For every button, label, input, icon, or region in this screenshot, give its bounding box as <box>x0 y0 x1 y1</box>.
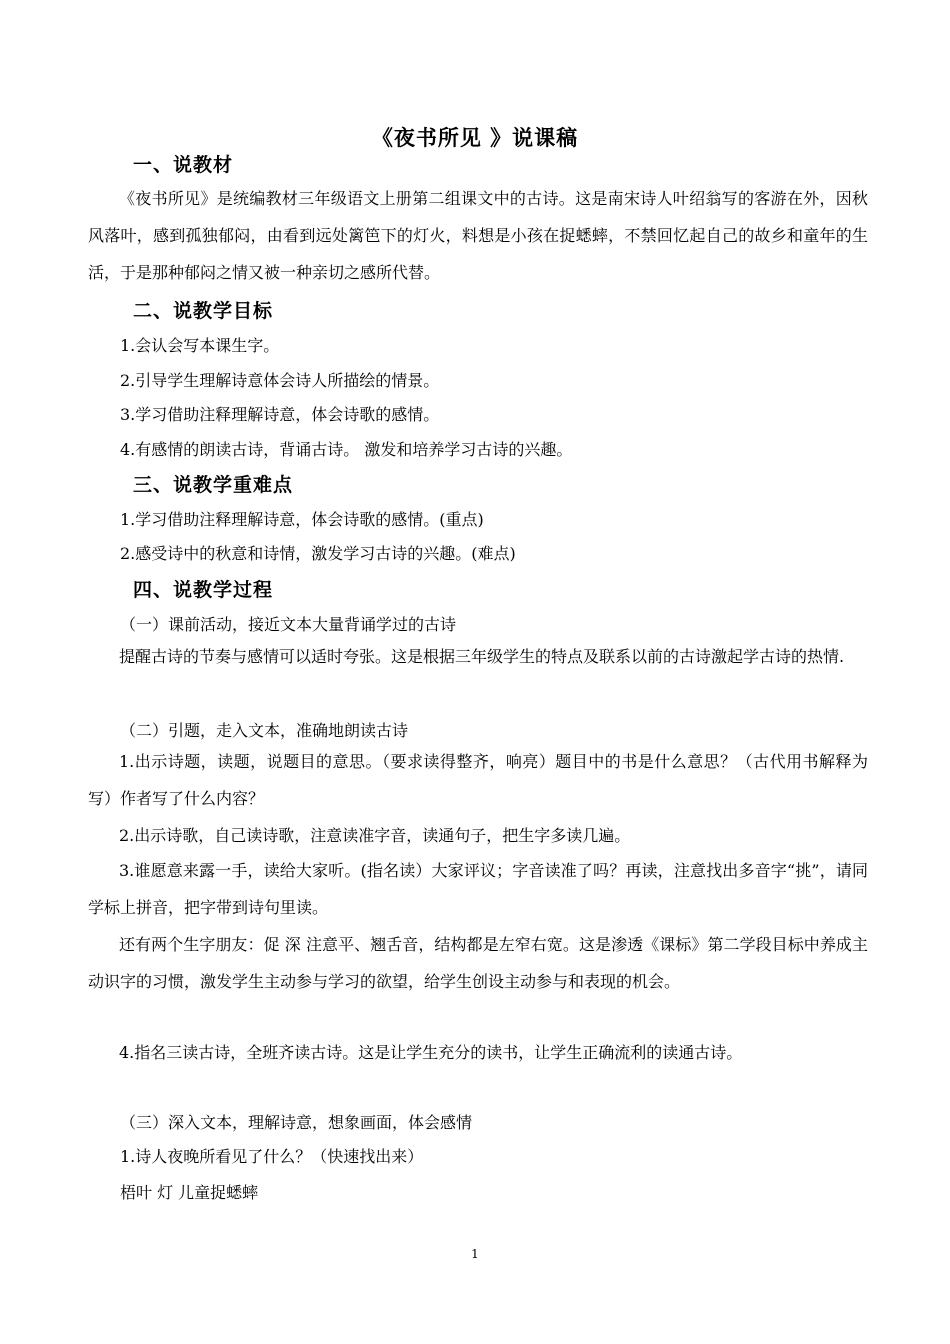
section-heading-4: 四、说教学过程 <box>133 579 274 601</box>
step-2-item-2: 2.出示诗歌，自己读诗歌，注意读准字音，读通句子，把生字多读几遍。 <box>119 826 631 845</box>
step-3-answer: 梧叶 灯 儿童捉蟋蟀 <box>120 1183 259 1202</box>
step-2-item-1: 1.出示诗题，读题，说题目的意思。（要求读得整齐，响亮）题目中的书是什么意思？（古代用书解释为写）作者写了什么内容？ <box>88 752 868 808</box>
page-title: 《夜书所见 》说课稿 <box>371 126 579 150</box>
section-heading-2: 二、说教学目标 <box>133 300 274 322</box>
step-2-item-3: 3.谁愿意来露一手，读给大家听。(指名读）大家评议；字音读准了吗？再读，注意找出多音字“挑”，请同学标上拼音，把字带到诗句里读。 <box>88 861 868 917</box>
step-1-paragraph: 提醒古诗的节奏与感情可以适时夸张。这是根据三年级学生的特点及联系以前的古诗激起学古诗的热情. <box>119 647 845 666</box>
step-heading-1: （一）课前活动，接近文本大量背诵学过的古诗 <box>120 615 457 634</box>
step-2-item-4: 还有两个生字朋友：促 深 注意平、翘舌音，结构都是左窄右宽。这是渗透《课标》第二学段目标中养成主动识字的习惯，激发学生主动参与学习的欲望，给学生创设主动参与和表现的机会。 <box>88 935 868 991</box>
section-1-paragraph: 《夜书所见》是统编教材三年级语文上册第二组课文中的古诗。这是南宋诗人叶绍翁写的客游在外，因秋风落叶，感到孤独郁闷，由看到远处篱笆下的灯火，料想是小孩在捉蟋蟀，不禁回忆起自己的故乡和童年的生活，于是那种郁闷之情又被一种亲切之感所代替。 <box>88 189 868 282</box>
objective-item: 2.引导学生理解诗意体会诗人所描绘的情景。 <box>120 371 440 390</box>
section-heading-3: 三、说教学重难点 <box>133 474 294 496</box>
step-3-question: 1.诗人夜晚所看见了什么？（快速找出来） <box>120 1147 424 1166</box>
objective-item: 3.学习借助注释理解诗意，体会诗歌的感情。 <box>120 405 440 424</box>
objective-item: 1.会认会写本课生字。 <box>120 336 280 355</box>
section-heading-1: 一、说教材 <box>133 154 234 176</box>
key-point-item: 1.学习借助注释理解诗意，体会诗歌的感情。(重点) <box>120 510 484 529</box>
step-heading-3: （三）深入文本，理解诗意，想象画面，体会感情 <box>120 1113 473 1132</box>
step-heading-2: （二）引题，走入文本，准确地朗读古诗 <box>120 721 409 740</box>
key-point-item: 2.感受诗中的秋意和诗情，激发学习古诗的兴趣。(难点) <box>120 544 516 563</box>
step-2-item-5: 4.指名三读古诗，全班齐读古诗。这是让学生充分的读书，让学生正确流利的读通古诗。 <box>119 1043 743 1062</box>
objective-item: 4.有感情的朗读古诗，背诵古诗。 激发和培养学习古诗的兴趣。 <box>120 440 573 459</box>
page-number: 1 <box>471 1247 479 1261</box>
